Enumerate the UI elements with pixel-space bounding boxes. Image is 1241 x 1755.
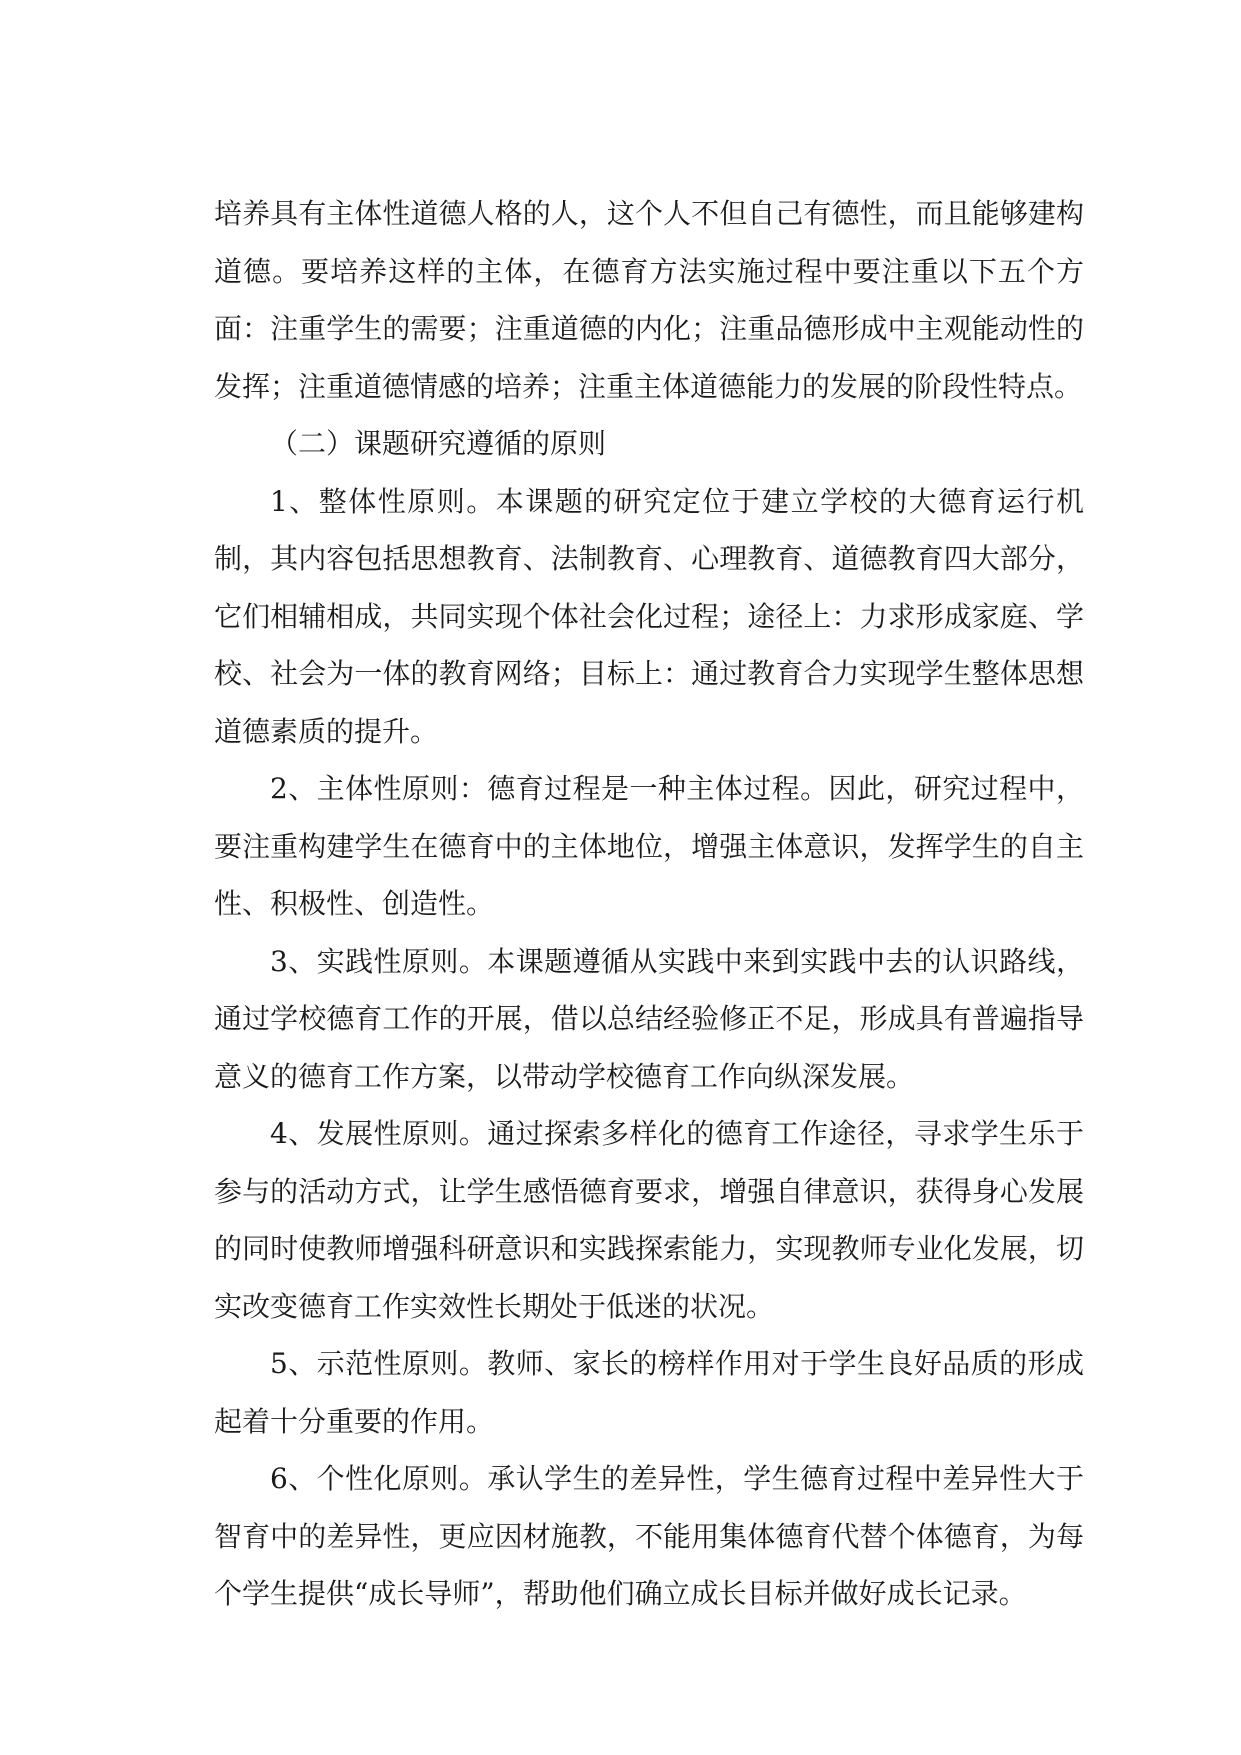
paragraph-principle-1: 1、整体性原则。本课题的研究定位于建立学校的大德育运行机制，其内容包括思想教育、法制教育、心理教育、道德教育四大部分，它们相辅相成，共同实现个体社会化过程；途径上：力求形成家庭、学校、社会为一体的教育网络；目标上：通过教育合力实现学生整体思想道德素质的提升。: [214, 484, 1084, 748]
document-body: [214, 185, 1084, 1623]
paragraph-continuation: 培养具有主体性道德人格的人，这个人不但自己有德性，而且能够建构道德。要培养这样的主体，在德育方法实施过程中要注重以下五个方面：注重学生的需要；注重道德的内化；注重品德形成中主观能动性的发挥；注重道德情感的培养；注重主体道德能力的发展的阶段性特点。: [214, 197, 1084, 403]
paragraph-principle-3: 3、实践性原则。本课题遵循从实践中来到实践中去的认识路线，通过学校德育工作的开展，借以总结经验修正不足，形成具有普遍指导意义的德育工作方案，以带动学校德育工作向纵深发展。: [214, 944, 1084, 1093]
paragraph-principle-4: 4、发展性原则。通过探索多样化的德育工作途径，寻求学生乐于参与的活动方式，让学生感悟德育要求，增强自律意识，获得身心发展的同时使教师增强科研意识和实践探索能力，实现教师专业化发展，切实改变德育工作实效性长期处于低迷的状况。: [214, 1117, 1084, 1323]
paragraph-principle-2: 2、主体性原则：德育过程是一种主体过程。因此，研究过程中，要注重构建学生在德育中的主体地位，增强主体意识，发挥学生的自主性、积极性、创造性。: [214, 772, 1084, 920]
paragraph-principle-5: 5、示范性原则。教师、家长的榜样作用对于学生良好品质的形成起着十分重要的作用。: [214, 1347, 1084, 1438]
paragraph-principle-6: 6、个性化原则。承认学生的差异性，学生德育过程中差异性大于智育中的差异性，更应因材施教，不能用集体德育代替个体德育，为每个学生提供“成长导师”，帮助他们确立成长目标并做好成长记录。: [214, 1462, 1084, 1610]
section-heading: （二）课题研究遵循的原则: [270, 427, 607, 460]
